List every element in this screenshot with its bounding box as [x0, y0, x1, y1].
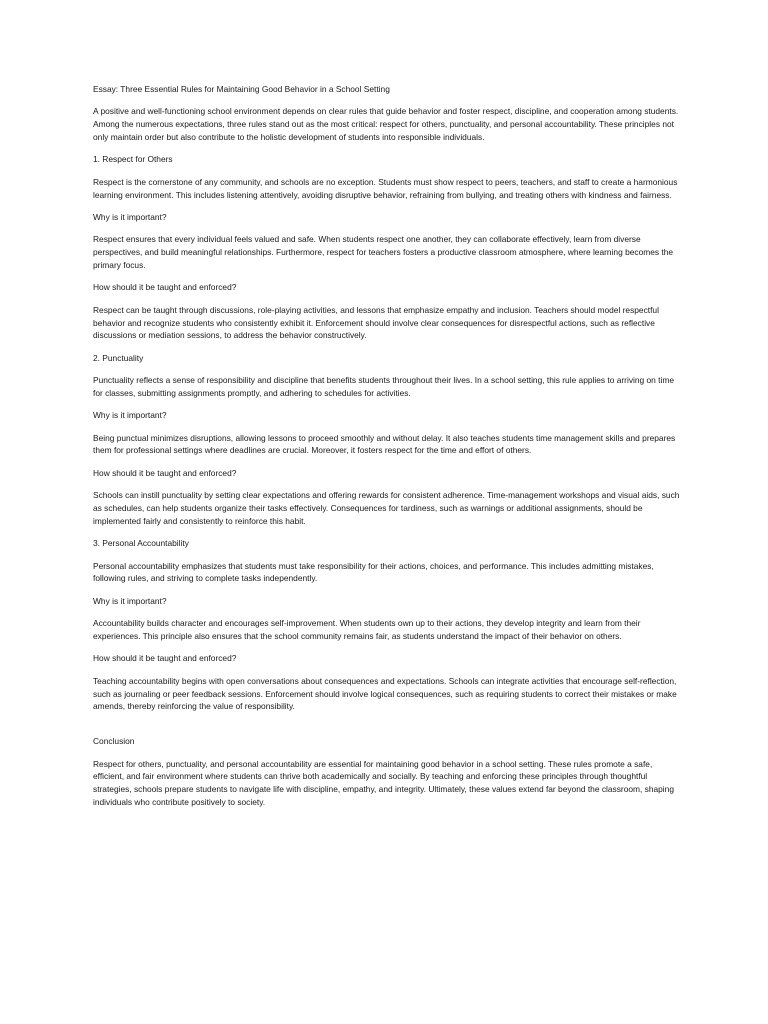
section-3-how-heading: How should it be taught and enforced?	[93, 653, 237, 664]
section-3-how-body: Teaching accountability begins with open conversations about consequences and expectations. Schools can integrate activities that encourage self-reflection, such as journaling or peer feedback sessions. Enforcement should involve logical consequences, such as requiring students to correct their mistakes or make amends, thereby reinforcing the value of responsibility.	[93, 675, 677, 712]
section-2-body: Punctuality reflects a sense of responsibility and discipline that benefits students throughout their lives. In a school setting, this rule applies to arriving on time for classes, submitting assignments promptly, and adhering to schedules for activities.	[93, 375, 674, 398]
section-2-how-body: Schools can instill punctuality by setting clear expectations and offering rewards for consistent adherence. Time-management workshops and visual aids, such as schedules, can help students organize their tasks effectively. Consequences for tardiness, such as warnings or additional assignments, should be implemented fairly and consistently to reinforce this habit.	[93, 490, 680, 526]
section-2-why-body: Being punctual minimizes disruptions, allowing lessons to proceed smoothly and without delay. It also teaches students time management skills and prepares them for professional settings where deadlines are crucial. Moreover, it fosters respect for the time and effort of others.	[93, 432, 676, 456]
document-page	[93, 83, 683, 818]
section-2-heading: 2. Punctuality	[93, 352, 144, 363]
section-2-why-heading: Why is it important?	[93, 410, 167, 421]
section-3-why-heading: Why is it important?	[93, 595, 167, 606]
section-1-heading: 1. Respect for Others	[93, 154, 173, 165]
section-3-body: Personal accountability emphasizes that students must take responsibility for their actions, choices, and performance. This includes admitting mistakes, following rules, and striving to complete tasks independently.	[93, 560, 654, 584]
section-3-heading: 3. Personal Accountability	[93, 538, 189, 549]
essay-title: Essay: Three Essential Rules for Maintaining Good Behavior in a School Setting	[93, 84, 390, 94]
section-1-body: Respect is the cornerstone of any community, and schools are no exception. Students must show respect to peers, teachers, and staff to create a harmonious learning environment. This includes listening attentively, avoiding disruptive behavior, refraining from bullying, and treating others with kindness and fairness.	[93, 176, 678, 200]
section-1-how-heading: How should it be taught and enforced?	[93, 282, 237, 293]
section-2-how-heading: How should it be taught and enforced?	[93, 467, 237, 478]
conclusion-heading: Conclusion	[93, 736, 135, 747]
section-3-why-body: Accountability builds character and encourages self-improvement. When students own up to their actions, they develop integrity and learn from their experiences. This principle also ensures that the school community remains fair, as students understand the impact of their behavior on others.	[93, 618, 641, 641]
conclusion-body: Respect for others, punctuality, and personal accountability are essential for maintaining good behavior in a school setting. These rules promote a safe, efficient, and fair environment where students can thrive both academically and socially. By teaching and enforcing these principles through thoughtful strategies, schools prepare students to navigate life with discipline, empathy, and integrity. Ultimately, these values extend far beyond the classroom, shaping individuals who contribute positively to society.	[93, 758, 674, 807]
section-1-why-body: Respect ensures that every individual feels valued and safe. When students respect one another, they can collaborate effectively, learn from diverse perspectives, and build meaningful relationships. Furthermore, respect for teachers fosters a productive classroom atmosphere, where learning becomes the primary focus.	[93, 234, 674, 270]
intro-paragraph: A positive and well-functioning school environment depends on clear rules that guide behavior and foster respect, discipline, and cooperation among students. Among the numerous expectations, three rules stand out as the most critical: respect for others, punctuality, and personal accountability. These principles not only maintain order but also contribute to the holistic development of students into responsible individuals.	[93, 106, 679, 142]
section-1-why-heading: Why is it important?	[93, 211, 167, 222]
section-1-how-body: Respect can be taught through discussions, role-playing activities, and lessons that emphasize empathy and inclusion. Teachers should model respectful behavior and recognize students who consistently exhibit it. Enforcement should involve clear consequences for disrespectful actions, such as reflective discussions or mediation sessions, to address the behavior constructively.	[93, 304, 659, 341]
